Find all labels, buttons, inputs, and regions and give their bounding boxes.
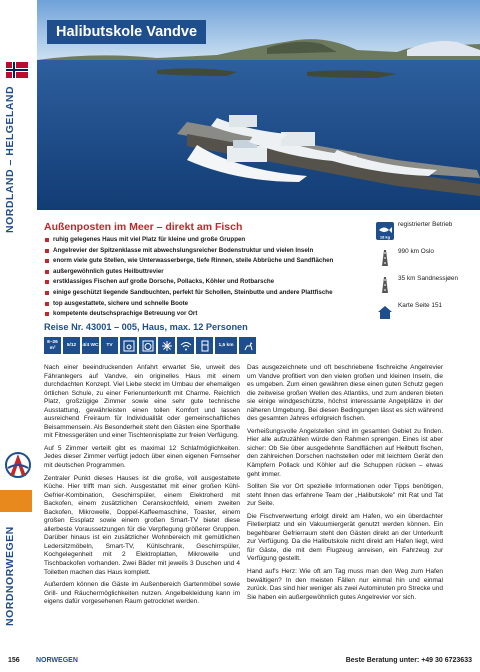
list-item: einige geschützt liegende Sandbuchten, perfekt für Schollen, Steinbutte und andere Plattfische <box>44 288 360 299</box>
distance-icon: 1,5 km <box>215 337 237 354</box>
fact-text: 990 km Oslo <box>398 248 434 255</box>
list-item: kompetente deutschsprachige Betreuung vor Ort <box>44 309 360 320</box>
paragraph: Auf 5 Zimmer verteilt gibt es maximal 12 Schlafmöglichkeiten. Jedes dieser Zimmer verfügt jedoch über einen eigenen Fernseher mit deutschen Programmen. <box>44 444 240 470</box>
freezer-icon <box>158 337 175 354</box>
page-footer <box>0 652 480 672</box>
paragraph: Sollten Sie vor Ort spezielle Informationen oder Tipps benötigen, steht Ihnen das erfahrene Team der „Halibutskole" mit Rat und Tat zur Seite. <box>247 483 443 508</box>
list-item: außergewöhnlich gutes Heilbuttrevier <box>44 267 360 278</box>
facts-panel <box>368 221 474 329</box>
country-color-bar <box>0 490 32 512</box>
wifi-icon <box>177 337 194 354</box>
list-item: ruhig gelegenes Haus mit viel Platz für kleine und große Gruppen <box>44 235 360 246</box>
fridge-icon <box>196 337 213 354</box>
highlights-title: Außenposten im Meer – direkt am Fisch <box>44 221 243 233</box>
bedroom-icon: 5/12 <box>63 337 80 354</box>
paragraph: Zentraler Punkt dieses Hauses ist die große, voll ausgestattete Küche. Hier trifft man sich. Ausgestattet mit einer großen Kühl-Gefrier-Kombination, Geschirrspüler, einem Elektroherd mit Backofen, einem zusätzlichen Ceranskochfeld, einem zweiten Backofen, Mikrowelle, Doppel-Kaffeemaschine, Toaster, einem großen Essplatz sowie einem großen Smart-TV bietet diese allerbeste Voraussetzungen für die Verpflegung größerer Gruppen. Darüber hinaus ist ein zusätzlicher Wohnbereich mit gemütlichen Ledersitzmöbeln, Smart-TV, Kühlschrank, Geschirrspüler, Kochgelegenheit mit 2 Elektroplatten, Mikrowelle und Tischbackofen vorhanden. Zwei Bäder mit jeweils 3 Duschen und 4 Toiletten machen das Haus komplett. <box>44 474 240 576</box>
paragraph: Das ausgezeichnete und oft beschriebene fischreiche Angelrevier um Vandve profitiert von den vielen großen und kleinen Inseln, die es umgeben. Zum einen gewähren diese einen guten Schutz gegen die zeitweise großen Wellen des Atlantiks, und zum anderen bieten sie einige windgeschützte, höchst interessante Angelplätze in der näheren Umgebung. Bei diesen Bedingungen lässt es sich während des gesamten Jahres erfolgreich fischen. <box>247 364 443 423</box>
travel-number: Reise Nr. 43001 – 005, Haus, max. 12 Personen <box>44 322 248 332</box>
footer-contact: Beste Beratung unter: +49 30 6723633 <box>345 657 472 664</box>
list-item: top ausgestattete, sichere und schnelle Boote <box>44 299 360 310</box>
fact-text: Karte Seite 151 <box>398 302 443 309</box>
fact-distance-sandnessjoen <box>368 275 474 301</box>
paragraph: Außerdem können die Gäste im Außenbereich Gartenmöbel sowie Grill- und Räuchermöglichkeiten nutzen. Angelbekleidung kann im eigens dafür vorgesehenen Raum getrocknet werden. <box>44 581 240 606</box>
fish-weight-badge: 18 kg <box>379 234 391 240</box>
tv-icon: TV <box>101 337 118 354</box>
hero-photo <box>37 0 480 210</box>
fish-certified-icon <box>376 222 394 240</box>
fact-map[interactable] <box>368 302 474 328</box>
region-label: NORDLAND – HELGELAND <box>4 85 16 233</box>
bathroom-icon: 4/4 WC <box>82 337 99 354</box>
map-house-icon <box>376 303 394 321</box>
page-number: 156 <box>8 657 20 664</box>
paragraph: Hand auf's Herz: Wie oft am Tag muss man den Weg zum Hafen bewältigen? In den meisten Fällen nur einmal hin und einmal zurück. Das sind hier weniger als zwei Autominuten pro Strecke und Sie haben ein außergewöhnlich gutes Angelrevier vor sich. <box>247 568 443 601</box>
fact-text: registrierter Betrieb <box>398 221 453 228</box>
road-icon <box>376 249 394 267</box>
publisher-logo-icon <box>4 448 32 482</box>
road-icon <box>376 276 394 294</box>
list-item: enorm viele gute Stellen, wie Unterwasserberge, tiefe Rinnen, steile Abbrüche und Sandflächen <box>44 256 360 267</box>
norway-flag-icon <box>6 62 28 78</box>
page-title: Halibutskole Vandve <box>47 20 206 44</box>
fact-registered <box>368 221 474 247</box>
area-icon: 8–26 m² <box>44 337 61 354</box>
list-item: Angelrevier der Spitzenklasse mit abwechslungsreicher Bodenstruktur und vielen Inseln <box>44 246 360 257</box>
amenity-icons <box>44 337 256 355</box>
body-column-left <box>44 364 240 611</box>
highlights-list <box>44 235 360 320</box>
paragraph: Verheißungsvolle Angelstellen sind im gesamten Gebiet zu finden. Hier alle aufzuzählen würde den Rahmen sprengen. Eines ist aber sicher: Ob Sie über ausgedehnte Sandflächen auf Heilbutt fischen, den zahlreichen Dorschen nachstellen oder mit leichtem Gerät den Kämpfern Pollack und Köhler auf die Schuppen rücken – etwas geht immer. <box>247 427 443 478</box>
country-label: NORDNORWEGEN <box>4 526 16 626</box>
washing-machine-icon <box>139 337 156 354</box>
list-item: erstklassiges Fischen auf große Dorsche, Pollacks, Köhler und Rotbarsche <box>44 277 360 288</box>
fact-distance-oslo <box>368 248 474 274</box>
paragraph: Die Fischverwertung erfolgt direkt am Hafen, wo ein überdachter Filetierplatz und ein Vakuumiergerät genutzt werden können. Ein begehbarer Gefrierraum steht den Gästen direkt an der Unterkunft zur Verfügung. Da die Halibutskole nicht direkt am Hafen liegt, wird für Gäste, die mit dem Flugzeug anreisen, ein Fahrzeug zur Verfügung gestellt. <box>247 512 443 563</box>
dishwasher-icon <box>120 337 137 354</box>
footer-country: NORWEGEN <box>36 657 78 664</box>
fact-text: 35 km Sandnessjøen <box>398 275 459 282</box>
no-pets-icon <box>239 337 256 354</box>
body-column-right <box>247 364 443 606</box>
paragraph: Nach einer beeindruckenden Anfahrt erwartet Sie, unweit des Fähranlegers auf Vandve, ein originelles Haus mit einem durchdachten Konzept. Viel Liebe steckt im Umbau der ehemaligen örtlichen Schule, zu einer Ferienunterkunft mit Charme. Reichlich Platz, großzügige Zimmer sowie eine sehr gute technische Ausstattung, gewährleisten einen tollen Komfort und lassen ausreichend Freiraum für Individualität oder gemeinschaftliches Beisammensein. Als Besonderheit steht den Gästen eine Sporthalle mit Fitnessgeräten und einer Tischtennisplatte zur freien Verfügung. <box>44 364 240 440</box>
